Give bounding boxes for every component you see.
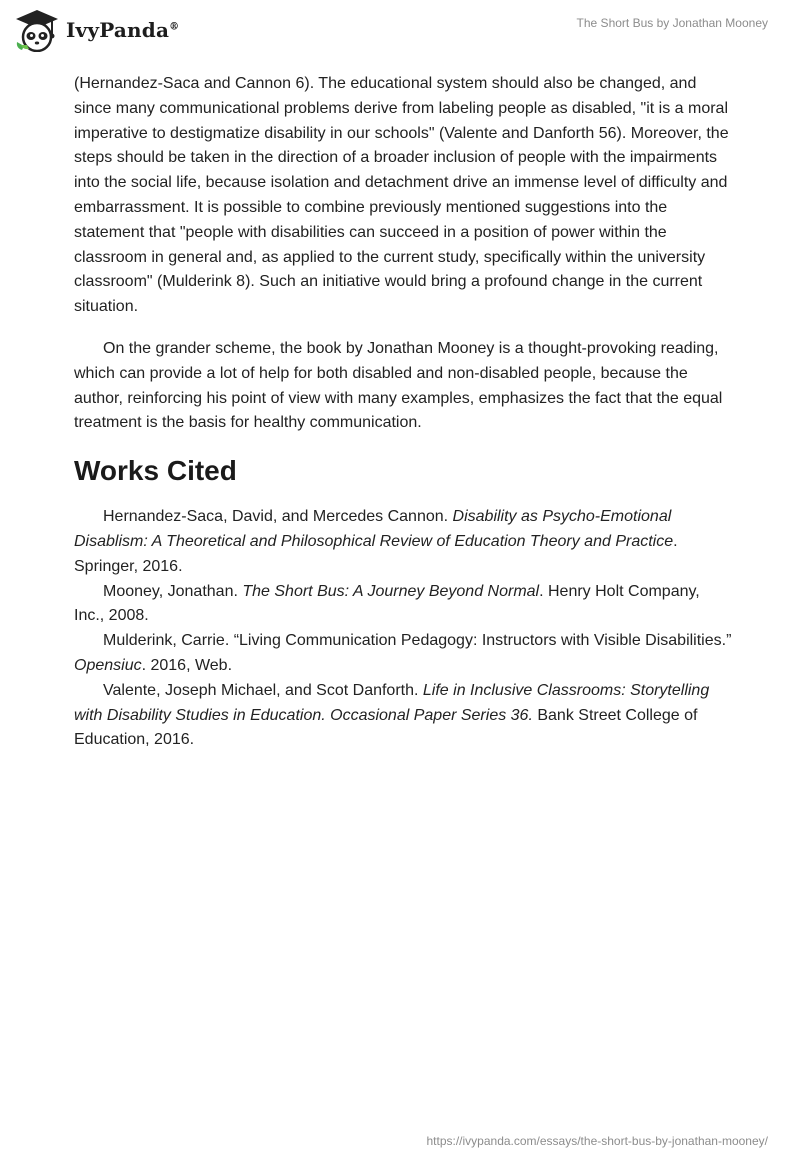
source-url-link[interactable]: https://ivypanda.com/essays/the-short-bus-by-jonathan-mooney/ [426,1134,768,1148]
citation-entry: Mulderink, Carrie. “Living Communication Pedagogy: Instructors with Visible Disabilities.” Opensiuc. 2016, Web. [74,632,732,674]
citation-entry: Hernandez-Saca, David, and Mercedes Cannon. Disability as Psycho-Emotional Disablism: A Theoretical and Philosophical Review of Education Theory and Practice. Springer, 2016. [74,508,678,575]
body-paragraph: (Hernandez-Saca and Cannon 6). The educational system should also be changed, and since many communicational problems derive from labeling people as disabled, "it is a moral imperative to destigmatize disability in our schools" (Valente and Danforth 56). Moreover, the steps should be taken in the direction of a broader inclusion of people with the impairments into the social life, because isolation and detachment drive an immense level of difficulty and embarrassment. It is possible to combine previously mentioned suggestions into the statement that "people with disabilities can succeed in a position of power within the classroom in general and, as applied to the current study, specifically within the university classroom" (Mulderink 8). Such an initiative would bring a profound change in the current situation. [74,75,729,316]
works-cited-heading: Works Cited [74,455,237,487]
citation-entry: Valente, Joseph Michael, and Scot Danforth. Life in Inclusive Classrooms: Storytelling with Disability Studies in Education. Occasional Paper Series 36. Bank Street College of Education, 2016. [74,681,710,749]
ivypanda-logo[interactable] [14,8,179,52]
panda-graduate-icon [14,8,60,52]
body-paragraph: On the grander scheme, the book by Jonathan Mooney is a thought-provoking reading, which can provide a lot of help for both disabled and non-disabled people, because the author, reinforcing his point of view with many examples, emphasizes the fact that the equal treatment is the basis for healthy communication. [74,339,723,432]
logo-wordmark: IvyPanda® [66,18,180,42]
essay-content [74,72,734,753]
citation-entry: Mooney, Jonathan. The Short Bus: A Journey Beyond Normal. Henry Holt Company, Inc., 2008. [74,582,700,625]
running-title: The Short Bus by Jonathan Mooney [576,16,768,30]
